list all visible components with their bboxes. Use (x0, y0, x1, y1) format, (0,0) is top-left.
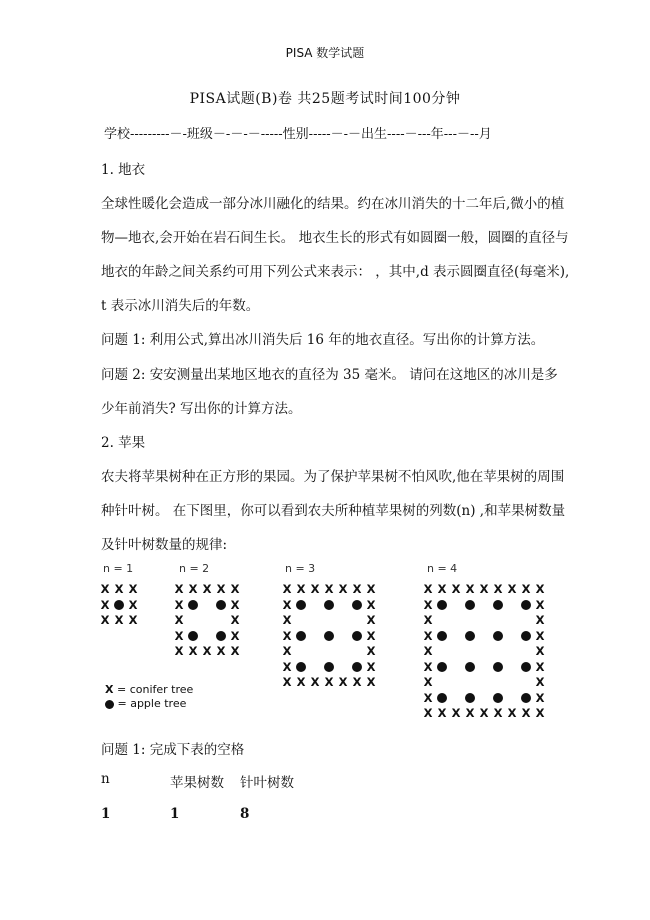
apple-tree-mark (324, 600, 334, 610)
grid-row (421, 675, 547, 691)
apple-cell (350, 629, 364, 645)
conifer-tree-mark: X (100, 582, 110, 596)
apple-tree-mark (437, 693, 447, 703)
grid-row (280, 582, 378, 598)
q1-para-line-3: 地衣的年龄之间关系约可用下列公式来表示： ，其中,d 表示圆圈直径(每毫米), (101, 264, 570, 280)
apple-tree-mark (465, 662, 475, 672)
apple-cell (322, 660, 336, 676)
exam-title: PISA试题(B)卷 共25题考试时间100分钟 (189, 91, 461, 107)
conifer-tree-mark: X (188, 644, 198, 658)
conifer-tree-mark: X (230, 597, 240, 612)
apple-tree-mark (324, 662, 334, 672)
conifer-tree-mark: X (100, 613, 110, 627)
conifer-tree-mark: X (437, 706, 447, 720)
conifer-tree-mark: X (202, 644, 212, 658)
conifer-tree-mark: X (423, 690, 433, 705)
grid-row (280, 675, 378, 691)
conifer-tree-mark: X (535, 582, 545, 596)
table-header-n: n (101, 771, 110, 787)
apple-tree-mark (296, 600, 306, 610)
conifer-tree-mark: X (465, 706, 475, 720)
apple-cell (322, 598, 336, 614)
apple-cell (350, 598, 364, 614)
grid-row (98, 613, 140, 629)
conifer-tree-mark: X (216, 644, 226, 658)
grid-row (280, 660, 378, 676)
grid-row (98, 598, 140, 614)
apple-cell (435, 691, 449, 707)
grid-row (172, 582, 242, 598)
conifer-tree-mark: X (535, 628, 545, 643)
conifer-tree-mark: X (230, 628, 240, 643)
grid-row (421, 660, 547, 676)
apple-cell (350, 660, 364, 676)
conifer-tree-mark: X (352, 582, 362, 596)
apple-cell (322, 629, 336, 645)
conifer-tree-mark: X (282, 659, 292, 674)
apple-tree-mark (521, 693, 531, 703)
conifer-tree-mark: X (324, 675, 334, 689)
conifer-tree-mark: X (310, 675, 320, 689)
conifer-tree-mark: X (282, 644, 292, 658)
q2-para-line-1: 农夫将苹果树种在正方形的果园。为了保护苹果树不怕风吹,他在苹果树的周围 (101, 469, 565, 485)
conifer-tree-mark: X (465, 582, 475, 596)
legend-conifer (105, 683, 193, 696)
table-cell-apple: 1 (170, 806, 180, 822)
conifer-tree-mark: X (100, 597, 110, 612)
grid-row (421, 582, 547, 598)
figure-label-n3: n = 3 (285, 562, 316, 575)
q1-para-line-1: 全球性暖化会造成一部分冰川融化的结果。约在冰川消失的十二年后,微小的植 (101, 196, 565, 212)
conifer-tree-mark: X (535, 690, 545, 705)
orchard-grid-n2 (172, 582, 242, 660)
grid-row (421, 598, 547, 614)
conifer-tree-mark: X (437, 582, 447, 596)
apple-tree-mark (296, 631, 306, 641)
conifer-tree-mark: X (216, 582, 226, 596)
apple-tree-mark (465, 693, 475, 703)
conifer-tree-mark: X (493, 706, 503, 720)
orchard-grid-n1 (98, 582, 140, 629)
apple-tree-mark (296, 662, 306, 672)
grid-row (172, 644, 242, 660)
page-header: PISA 数学试题 (285, 46, 365, 60)
apple-cell (491, 660, 505, 676)
apple-cell (463, 598, 477, 614)
conifer-tree-mark: X (423, 597, 433, 612)
apple-cell (435, 598, 449, 614)
apple-tree-mark (437, 631, 447, 641)
apple-tree-mark (437, 600, 447, 610)
grid-row (421, 629, 547, 645)
q2-para-line-2: 种针叶树。 在下图里，你可以看到农夫所种植苹果树的列数(n) ,和苹果树数量 (101, 503, 566, 519)
conifer-tree-mark: X (507, 706, 517, 720)
apple-tree-mark (493, 693, 503, 703)
q1-sub2-line-1: 问题 2: 安安测量出某地区地衣的直径为 35 毫米。 请问在这地区的冰川是多 (101, 367, 558, 383)
conifer-tree-mark: X (535, 706, 545, 720)
conifer-tree-mark: X (282, 582, 292, 596)
legend-conifer-symbol: X (105, 683, 114, 696)
conifer-tree-mark: X (423, 582, 433, 596)
apple-tree-mark (352, 662, 362, 672)
apple-tree-mark (188, 631, 198, 641)
conifer-tree-mark: X (521, 706, 531, 720)
apple-tree-mark (324, 631, 334, 641)
conifer-tree-mark: X (296, 675, 306, 689)
conifer-tree-mark: X (521, 582, 531, 596)
q1-para-line-4: t 表示冰川消失后的年数。 (101, 298, 260, 314)
apple-cell (491, 629, 505, 645)
q1-para-line-2: 物—地衣,会开始在岩石间生长。 地衣生长的形式有如圆圈一般，圆圈的直径与 (101, 230, 569, 246)
conifer-tree-mark: X (451, 582, 461, 596)
apple-cell (519, 598, 533, 614)
apple-tree-mark (114, 600, 124, 610)
conifer-tree-mark: X (352, 675, 362, 689)
table-cell-conifer: 8 (240, 806, 250, 822)
grid-row (172, 598, 242, 614)
orchard-grid-n3 (280, 582, 378, 691)
conifer-tree-mark: X (423, 628, 433, 643)
q2-heading: 2. 苹果 (101, 435, 146, 451)
apple-cell (186, 629, 200, 645)
q1-sub1: 问题 1: 利用公式,算出冰川消失后 16 年的地衣直径。写出你的计算方法。 (101, 332, 545, 348)
conifer-tree-mark: X (423, 613, 433, 627)
table-header-apple: 苹果树数 (170, 775, 224, 791)
conifer-tree-mark: X (366, 597, 376, 612)
conifer-tree-mark: X (202, 582, 212, 596)
apple-tree-mark (521, 631, 531, 641)
figure-label-n2: n = 2 (179, 562, 210, 575)
apple-cell (294, 629, 308, 645)
q1-sub2-line-2: 少年前消失? 写出你的计算方法。 (101, 401, 302, 417)
conifer-tree-mark: X (338, 675, 348, 689)
apple-cell (519, 660, 533, 676)
apple-cell (463, 660, 477, 676)
conifer-tree-mark: X (114, 582, 124, 596)
conifer-tree-mark: X (535, 675, 545, 689)
conifer-tree-mark: X (366, 582, 376, 596)
conifer-tree-mark: X (535, 659, 545, 674)
apple-tree-mark (188, 600, 198, 610)
conifer-tree-mark: X (535, 613, 545, 627)
conifer-tree-mark: X (174, 613, 184, 627)
conifer-tree-mark: X (423, 675, 433, 689)
conifer-tree-mark: X (366, 659, 376, 674)
conifer-tree-mark: X (338, 582, 348, 596)
conifer-tree-mark: X (174, 582, 184, 596)
conifer-tree-mark: X (366, 644, 376, 658)
figure-label-n1: n = 1 (103, 562, 134, 575)
conifer-tree-mark: X (230, 644, 240, 658)
q1-heading: 1. 地衣 (101, 162, 146, 178)
conifer-tree-mark: X (366, 613, 376, 627)
grid-row (172, 629, 242, 645)
grid-row (280, 613, 378, 629)
conifer-tree-mark: X (114, 613, 124, 627)
conifer-tree-mark: X (366, 628, 376, 643)
q2-para-line-3: 及针叶树数量的规律: (101, 537, 228, 553)
conifer-tree-mark: X (282, 613, 292, 627)
conifer-tree-mark: X (479, 582, 489, 596)
apple-tree-mark (521, 600, 531, 610)
grid-row (172, 613, 242, 629)
apple-cell (294, 660, 308, 676)
apple-cell (491, 598, 505, 614)
apple-tree-mark (465, 631, 475, 641)
apple-tree-mark (521, 662, 531, 672)
apple-tree-mark (216, 600, 226, 610)
conifer-tree-mark: X (282, 628, 292, 643)
apple-tree-mark (352, 600, 362, 610)
q2-sub1: 问题 1: 完成下表的空格 (101, 742, 245, 758)
table-header-conifer: 针叶树数 (240, 775, 294, 791)
grid-row (98, 582, 140, 598)
conifer-tree-mark: X (493, 582, 503, 596)
grid-row (421, 691, 547, 707)
apple-tree-mark (493, 600, 503, 610)
grid-row (421, 706, 547, 722)
table-cell-n: 1 (101, 806, 111, 822)
conifer-tree-mark: X (282, 675, 292, 689)
conifer-tree-mark: X (507, 582, 517, 596)
conifer-tree-mark: X (188, 582, 198, 596)
apple-cell (463, 629, 477, 645)
grid-row (421, 613, 547, 629)
apple-cell (463, 691, 477, 707)
grid-row (280, 644, 378, 660)
apple-cell (214, 629, 228, 645)
conifer-tree-mark: X (324, 582, 334, 596)
apple-tree-mark (493, 631, 503, 641)
legend-apple (105, 697, 186, 710)
conifer-tree-mark: X (128, 613, 138, 627)
apple-tree-mark (216, 631, 226, 641)
apple-tree-mark (465, 600, 475, 610)
conifer-tree-mark: X (230, 613, 240, 627)
apple-cell (214, 598, 228, 614)
conifer-tree-mark: X (282, 597, 292, 612)
conifer-tree-mark: X (535, 597, 545, 612)
apple-tree-mark (493, 662, 503, 672)
grid-row (280, 598, 378, 614)
grid-row (280, 629, 378, 645)
conifer-tree-mark: X (174, 644, 184, 658)
apple-tree-icon (105, 700, 114, 709)
apple-cell (435, 660, 449, 676)
apple-cell (519, 629, 533, 645)
conifer-tree-mark: X (479, 706, 489, 720)
conifer-tree-mark: X (451, 706, 461, 720)
conifer-tree-mark: X (174, 628, 184, 643)
apple-cell (112, 598, 126, 614)
conifer-tree-mark: X (423, 644, 433, 658)
apple-cell (519, 691, 533, 707)
conifer-tree-mark: X (310, 582, 320, 596)
conifer-tree-mark: X (423, 659, 433, 674)
apple-tree-mark (437, 662, 447, 672)
conifer-tree-mark: X (174, 597, 184, 612)
conifer-tree-mark: X (128, 597, 138, 612)
apple-tree-mark (352, 631, 362, 641)
apple-cell (435, 629, 449, 645)
apple-cell (186, 598, 200, 614)
grid-row (421, 644, 547, 660)
apple-cell (491, 691, 505, 707)
conifer-tree-mark: X (535, 644, 545, 658)
conifer-tree-mark: X (423, 706, 433, 720)
student-info-line: 学校---------－-班级－-－-－-----性别-----－-－出生----－---年---－--月 (104, 127, 492, 142)
orchard-grid-n4 (421, 582, 547, 722)
legend-apple-text: = apple tree (114, 697, 187, 710)
conifer-tree-mark: X (128, 582, 138, 596)
conifer-tree-mark: X (296, 582, 306, 596)
apple-cell (294, 598, 308, 614)
conifer-tree-mark: X (230, 582, 240, 596)
conifer-tree-mark: X (366, 675, 376, 689)
legend-conifer-text: = conifer tree (113, 683, 194, 696)
figure-label-n4: n = 4 (427, 562, 458, 575)
